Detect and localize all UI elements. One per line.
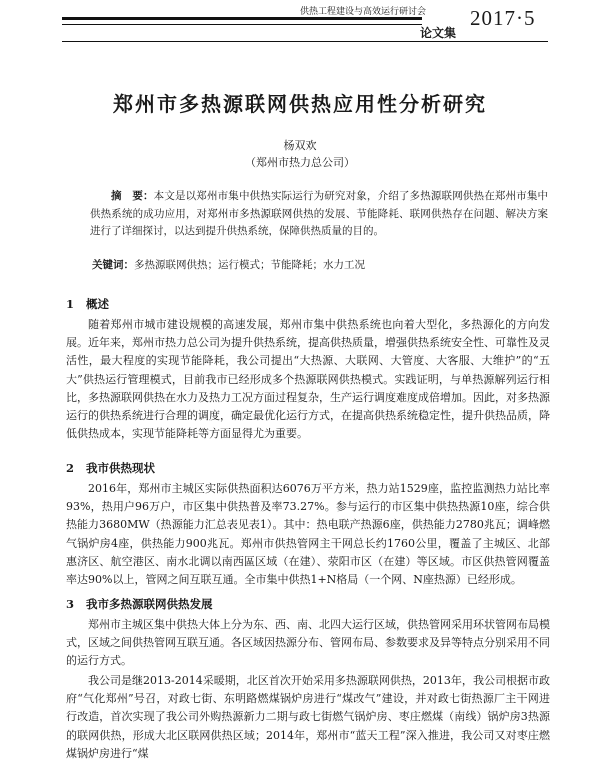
- paper-title: 郑州市多热源联网供热应用性分析研究: [113, 92, 487, 116]
- section-number: 3: [66, 597, 75, 611]
- section-number: 2: [66, 461, 75, 475]
- keywords-text: 多热源联网供热；运行模式；节能降耗；水力工况: [134, 259, 365, 271]
- paragraph: 随着郑州市城市建设规模的高速发展，郑州市集中供热系统也向着大型化，多热源化的方向发展。近年来，郑州市热力总公司为提升供热系统，提高供热质量，增强供热系统安全性、可靠性及灵活性，最大程度的实现节能降耗，我公司提出“大热源、大联网、大管度、大客服、大维护”的“五大”供热运行管理模式，目前我市已经形成多个热源联网供热模式。实践证明，与单热源解列运行相比，多热源联网供热在水力及热力工况方面过程复杂，生产运行调度难度成倍增加。因此，对多热源运行的供热系统进行合理的调度，确定最优化运行方式，在提高供热系统稳定性，提升供热品质，降低供热成本，实现节能降耗等方面显得尤为重要。: [66, 318, 550, 441]
- section-title: 我市多热源联网供热发展: [86, 597, 213, 611]
- affiliation: （郑州市热力总公司）: [245, 156, 355, 169]
- abstract-label: 摘 要：: [111, 190, 154, 202]
- header-rule: [62, 17, 422, 20]
- section-heading: [66, 596, 213, 612]
- keywords: [92, 257, 550, 272]
- issue-year: 2017·5: [470, 6, 536, 30]
- keywords-label: 关键词：: [92, 259, 134, 271]
- section-title: 我市供热现状: [86, 461, 156, 475]
- header-divider: [62, 41, 548, 42]
- paragraph: 我公司是继2013-2014采暖期，北区首次开始采用多热源联网供热，2013年，我公司根据市政府“气化郑州”号召，对政七街、东明路燃煤锅炉房进行“煤改气”建设，并对政七街热源厂主干网进行改造，首次实现了我公司外购热源新力二期与政七街燃气锅炉房、枣庄燃煤（南线）锅炉房3热源的联网供热，形成大北区联网供热区域；2014年，郑州市“蓝天工程”深入推进，我公司又对枣庄燃煤锅炉房进行“煤: [66, 674, 550, 760]
- section-label: 论文集: [420, 26, 457, 40]
- header-rule-thin: [62, 24, 422, 25]
- journal-name: 供热工程建设与高效运行研讨会: [300, 7, 427, 17]
- section-heading: [66, 296, 109, 312]
- abstract: [90, 188, 548, 241]
- section-heading: [66, 460, 155, 476]
- abstract-text: 本文是以郑州市集中供热实际运行为研究对象，介绍了多热源联网供热在郑州市集中供热系统的成功应用，对郑州市多热源联网供热的发展、节能降耗、联网供热存在问题、解决方案进行了详细探讨，以达到提升供热系统，保障供热质量的目的。: [90, 190, 549, 237]
- section-number: 1: [66, 297, 75, 311]
- paragraph: 2016年，郑州市主城区实际供热面积达6076万平方米，热力站1529座，监控监测热力站比率93%，热用户96万户，市区集中供热普及率73.27%。参与运行的市区集中供热热源10座，综合供热能力3680MW（热源能力汇总表见表1）。其中：热电联产热源6座，供热能力2780兆瓦；调峰燃气锅炉房4座，供热能力900兆瓦。郑州市供热管网主干网总长约1760公里，覆盖了主城区、北部惠济区、航空港区、南水北调以南西區区域（在建）、荥阳市区（在建）等区域。市区供热管网覆盖率达90%以上，管网之间互联互通。全市集中供热1+N格局（一个网、N座热源）已经形成。: [66, 482, 550, 587]
- author: 杨双欢: [283, 139, 317, 152]
- section-title: 概述: [86, 297, 110, 311]
- paragraph: 郑州市主城区集中供热大体上分为东、西、南、北四大运行区域，供热管网采用环状管网布局模式，区域之间供热管网互联互通。各区域因热源分布、管网布局、参数要求及异等特点分别采用不同的运行方式。: [66, 618, 550, 668]
